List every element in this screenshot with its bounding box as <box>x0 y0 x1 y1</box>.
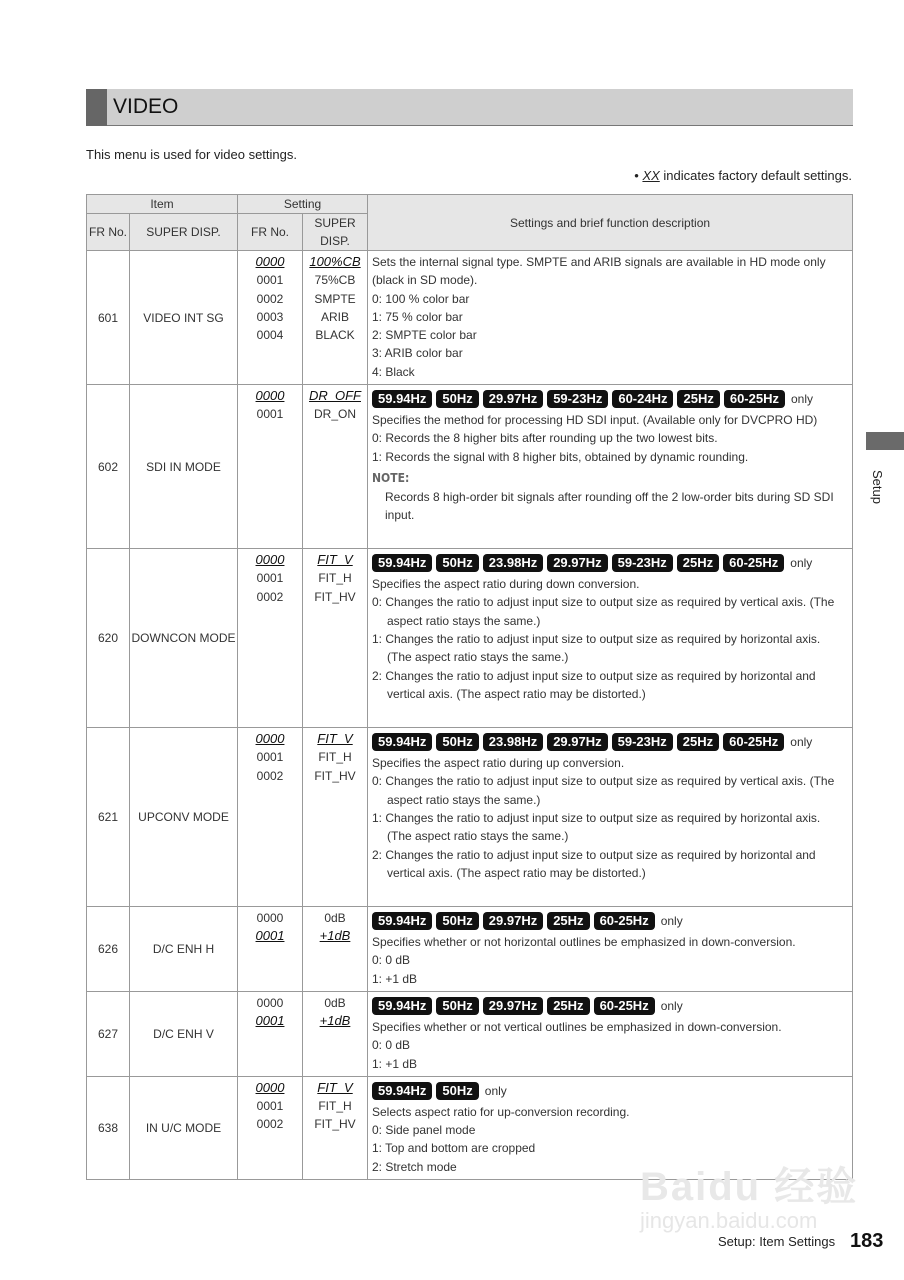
frequency-badge: 59-23Hz <box>612 554 673 572</box>
description-cell <box>368 728 853 907</box>
table-row <box>87 549 853 728</box>
frequency-badge: 29.97Hz <box>547 554 607 572</box>
frequency-badge: 60-25Hz <box>594 997 655 1015</box>
option-text: 1: +1 dB <box>372 1056 418 1071</box>
setting-disp-cell <box>303 728 368 907</box>
setting-fr-value: 0001 <box>255 1013 285 1029</box>
description-text: Selects aspect ratio for up-conversion recording. <box>372 1104 630 1119</box>
option-text: 0: Records the 8 higher bits after rounding up the two lowest bits. <box>372 431 718 446</box>
header-item-super-disp: SUPER DISP. <box>130 214 238 251</box>
footer-section: Setup: Item Settings <box>718 1234 836 1249</box>
option-text: 1: 75 % color bar <box>372 309 463 324</box>
legend-text: indicates factory default settings. <box>659 168 852 183</box>
setting-disp-cell <box>303 549 368 728</box>
option-text: 0: Side panel mode <box>372 1123 476 1138</box>
frequency-badge: 50Hz <box>436 912 478 930</box>
option-text: 2: Changes the ratio to adjust input size to output size as required by horizontal and vertical axis. (The aspect ratio may be distorted.) <box>372 668 816 701</box>
option-text: 0: 0 dB <box>372 1038 411 1053</box>
setting-fr-cell <box>238 907 303 992</box>
item-name: VIDEO INT SG <box>130 251 238 385</box>
table-row <box>87 385 853 549</box>
setting-fr-value: 0002 <box>256 589 284 604</box>
setting-fr-cell <box>238 991 303 1076</box>
option-text: 1: Changes the ratio to adjust input size to output size as required by horizontal axis. (The aspect ratio stays the same.) <box>372 631 821 665</box>
setting-fr-value: 0001 <box>256 273 284 288</box>
setting-disp-value: FIT_HV <box>314 1117 356 1132</box>
frequency-badge: 23.98Hz <box>483 733 543 751</box>
setting-disp-value: ARIB <box>320 309 349 324</box>
frequency-badge: 29.97Hz <box>483 390 543 408</box>
setting-fr-value: 0000 <box>255 731 285 747</box>
frequency-badge: 29.97Hz <box>547 733 607 751</box>
setting-fr-value: 0000 <box>255 254 285 269</box>
description-cell <box>368 549 853 728</box>
frequency-badges <box>372 387 848 411</box>
item-no: 627 <box>87 991 130 1076</box>
setting-fr-value: 0002 <box>256 1117 284 1132</box>
frequency-badge: 50Hz <box>436 997 478 1015</box>
header-description: Settings and brief function description <box>368 195 853 251</box>
description-cell <box>368 907 853 992</box>
setting-disp-value: FIT_V <box>317 731 353 747</box>
setting-fr-value: 0001 <box>255 928 285 944</box>
frequency-badge: 59-23Hz <box>612 733 673 751</box>
setting-fr-value: 0002 <box>256 768 284 783</box>
video-menu-table <box>86 194 853 1180</box>
only-label: only <box>660 998 683 1013</box>
setting-fr-value: 0001 <box>256 407 284 422</box>
setting-fr-value: 0002 <box>256 291 284 306</box>
setting-disp-value: 75%CB <box>314 273 356 288</box>
frequency-badges <box>372 909 848 933</box>
setting-fr-value: 0001 <box>256 750 284 765</box>
frequency-badge: 25Hz <box>677 733 719 751</box>
setting-fr-value: 0000 <box>255 552 285 568</box>
option-text: 0: 100 % color bar <box>372 291 470 306</box>
intro-text: This menu is used for video settings. <box>86 147 297 162</box>
setting-disp-cell <box>303 1076 368 1179</box>
item-name: DOWNCON MODE <box>130 549 238 728</box>
bullet: • <box>634 168 639 183</box>
option-text: 3: ARIB color bar <box>372 346 463 361</box>
only-label: only <box>790 556 813 571</box>
item-no: 621 <box>87 728 130 907</box>
option-text: 0: Changes the ratio to adjust input size to output size as required by vertical axis. (The aspect ratio stays the same.) <box>372 774 835 807</box>
frequency-badges <box>372 1079 848 1103</box>
side-section-tab <box>866 432 904 450</box>
setting-disp-value: 0dB <box>324 911 346 926</box>
frequency-badge: 59.94Hz <box>372 997 432 1015</box>
default-legend-note <box>634 168 852 183</box>
table-row <box>87 907 853 992</box>
item-name: D/C ENH H <box>130 907 238 992</box>
header-setting-super-disp: SUPER DISP. <box>303 214 368 251</box>
only-label: only <box>484 1083 507 1098</box>
setting-disp-cell <box>303 907 368 992</box>
setting-disp-value: 0dB <box>324 995 346 1010</box>
item-no: 601 <box>87 251 130 385</box>
table-row <box>87 728 853 907</box>
frequency-badge: 60-25Hz <box>723 733 784 751</box>
setting-fr-cell <box>238 549 303 728</box>
setting-disp-value: +1dB <box>319 1013 351 1029</box>
frequency-badge: 59.94Hz <box>372 1082 432 1100</box>
setting-fr-value: 0000 <box>255 388 285 404</box>
table-row <box>87 251 853 385</box>
setting-fr-value: 0000 <box>255 1079 285 1095</box>
frequency-badge: 50Hz <box>436 1082 478 1100</box>
frequency-badge: 60-25Hz <box>723 554 784 572</box>
setting-disp-value: FIT_V <box>317 1079 353 1095</box>
setting-fr-value: 0000 <box>256 911 284 926</box>
setting-disp-value: FIT_H <box>318 571 352 586</box>
setting-fr-cell <box>238 728 303 907</box>
frequency-badge: 60-25Hz <box>594 912 655 930</box>
setting-disp-value: FIT_HV <box>314 768 356 783</box>
frequency-badges <box>372 994 848 1018</box>
description-text: Specifies the aspect ratio during up conversion. <box>372 756 625 771</box>
setting-fr-value: 0003 <box>256 309 284 324</box>
description-cell <box>368 991 853 1076</box>
item-name: SDI IN MODE <box>130 385 238 549</box>
setting-disp-value: DR_ON <box>313 407 356 422</box>
setting-disp-value: BLACK <box>315 328 355 343</box>
frequency-badge: 25Hz <box>547 997 589 1015</box>
item-no: 638 <box>87 1076 130 1179</box>
setting-disp-value: 100%CB <box>309 254 361 269</box>
watermark-logo: Baidu 经验 <box>640 1165 859 1209</box>
frequency-badge: 59.94Hz <box>372 390 432 408</box>
frequency-badge: 25Hz <box>547 912 589 930</box>
frequency-badge: 60-25Hz <box>724 390 785 408</box>
item-name: UPCONV MODE <box>130 728 238 907</box>
watermark-url: jingyan.baidu.com <box>640 1208 818 1233</box>
frequency-badges <box>372 551 848 575</box>
frequency-badge: 59-23Hz <box>547 390 608 408</box>
header-item-fr-no: FR No. <box>87 214 130 251</box>
setting-disp-value: +1dB <box>319 928 351 944</box>
frequency-badge: 59.94Hz <box>372 554 432 572</box>
item-name: D/C ENH V <box>130 991 238 1076</box>
setting-disp-value: FIT_H <box>318 750 352 765</box>
setting-fr-value: 0004 <box>256 328 284 343</box>
default-marker: XX <box>642 168 660 183</box>
setting-disp-value: FIT_H <box>318 1099 352 1114</box>
option-text: 2: Changes the ratio to adjust input size to output size as required by horizontal and vertical axis. (The aspect ratio may be distorted.) <box>372 847 816 880</box>
description-cell <box>368 251 853 385</box>
frequency-badge: 50Hz <box>436 733 478 751</box>
item-no: 626 <box>87 907 130 992</box>
frequency-badge: 29.97Hz <box>483 997 543 1015</box>
description-text: Specifies the method for processing HD SDI input. (Available only for DVCPRO HD) <box>372 413 818 428</box>
setting-fr-cell <box>238 385 303 549</box>
item-no: 602 <box>87 385 130 549</box>
frequency-badge: 59.94Hz <box>372 733 432 751</box>
frequency-badge: 25Hz <box>677 390 719 408</box>
only-label: only <box>790 735 813 750</box>
setting-disp-cell <box>303 991 368 1076</box>
setting-fr-value: 0001 <box>256 1099 284 1114</box>
only-label: only <box>660 914 683 929</box>
note-text: Records 8 high-order bit signals after rounding off the 2 low-order bits during SD SDI input. <box>385 489 834 523</box>
header-item: Item <box>87 195 238 214</box>
option-text: 2: Stretch mode <box>372 1159 457 1174</box>
frequency-badge: 25Hz <box>677 554 719 572</box>
item-no: 620 <box>87 549 130 728</box>
setting-disp-cell <box>303 251 368 385</box>
option-text: 2: SMPTE color bar <box>372 328 477 343</box>
setting-disp-value: FIT_HV <box>314 589 356 604</box>
page-number: 183 <box>850 1230 884 1252</box>
option-text: 1: Changes the ratio to adjust input size to output size as required by horizontal axis. (The aspect ratio stays the same.) <box>372 810 821 844</box>
frequency-badge: 29.97Hz <box>483 912 543 930</box>
description-cell <box>368 385 853 549</box>
option-text: 1: Records the signal with 8 higher bits, obtained by dynamic rounding. <box>372 449 749 464</box>
option-text: 1: Top and bottom are cropped <box>372 1141 536 1156</box>
frequency-badge: 50Hz <box>436 554 478 572</box>
item-name: IN U/C MODE <box>130 1076 238 1179</box>
side-section-label: Setup <box>870 470 885 504</box>
header-setting-fr-no: FR No. <box>238 214 303 251</box>
option-text: 4: Black <box>372 364 415 379</box>
title-accent-block <box>86 89 107 126</box>
section-title-bar <box>86 89 853 126</box>
option-text: 0: 0 dB <box>372 953 411 968</box>
setting-disp-value: FIT_V <box>317 552 353 568</box>
setting-fr-value: 0001 <box>256 571 284 586</box>
option-text: 0: Changes the ratio to adjust input size to output size as required by vertical axis. (The aspect ratio stays the same.) <box>372 595 835 628</box>
frequency-badge: 59.94Hz <box>372 912 432 930</box>
frequency-badge: 50Hz <box>436 390 478 408</box>
description-text: Specifies whether or not horizontal outlines be emphasized in down-conversion. <box>372 935 796 950</box>
frequency-badge: 23.98Hz <box>483 554 543 572</box>
setting-fr-value: 0000 <box>256 995 284 1010</box>
setting-disp-cell <box>303 385 368 549</box>
page-title: VIDEO <box>113 95 179 118</box>
table-row <box>87 991 853 1076</box>
header-setting: Setting <box>238 195 368 214</box>
only-label: only <box>790 392 813 407</box>
description-text: Specifies the aspect ratio during down conversion. <box>372 577 640 592</box>
setting-disp-value: SMPTE <box>314 291 356 306</box>
description-text: Sets the internal signal type. SMPTE and ARIB signals are available in HD mode only (black in SD mode). <box>372 255 826 288</box>
description-text: Specifies whether or not vertical outlines be emphasized in down-conversion. <box>372 1019 782 1034</box>
option-text: 1: +1 dB <box>372 971 418 986</box>
setting-disp-value: DR_OFF <box>309 388 361 404</box>
note-label: NOTE: <box>372 470 410 485</box>
frequency-badges <box>372 730 848 754</box>
frequency-badge: 60-24Hz <box>612 390 673 408</box>
setting-fr-cell <box>238 1076 303 1179</box>
setting-fr-cell <box>238 251 303 385</box>
